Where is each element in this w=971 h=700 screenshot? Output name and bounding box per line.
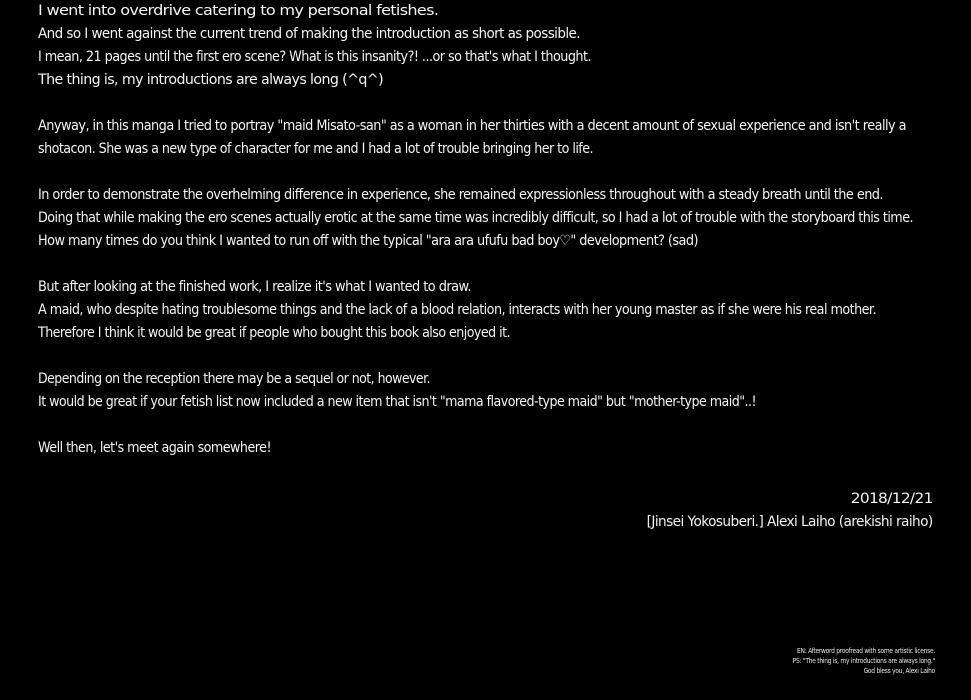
signature-date: 2018/12/21: [850, 491, 933, 507]
text-line: shotacon. She was a new type of character for me and I had a lot of trouble bringing her to life.: [38, 141, 594, 157]
text-line: The thing is, my introductions are always long (^q^): [38, 72, 384, 88]
signature-author: [Jinsei Yokosuberi.] Alexi Laiho (arekishi raiho): [646, 514, 933, 530]
text-line: Depending on the reception there may be a sequel or not, however.: [38, 371, 431, 387]
text-line: Anyway, in this manga I tried to portray "maid Misato-san" as a woman in her thirties with a decent amount of sexual experience and isn't really a: [38, 118, 907, 134]
text-line: Well then, let's meet again somewhere!: [38, 440, 272, 456]
text-line: It would be great if your fetish list now included a new item that isn't "mama flavored-type maid" but "mother-type maid"..!: [38, 394, 757, 410]
paragraph: [38, 184, 958, 253]
text-line: In order to demonstrate the overhelming difference in experience, she remained expressionless throughout with a steady breath until the end.: [38, 187, 883, 203]
paragraph: [38, 115, 958, 161]
paragraph: [38, 276, 958, 345]
text-line: And so I went against the current trend of making the introduction as short as possible.: [38, 26, 581, 42]
translator-note-line: PS: "The thing is, my introductions are always long.": [792, 657, 935, 665]
text-line: I mean, 21 pages until the first ero scene? What is this insanity?! ...or so that's what I thought.: [38, 49, 591, 65]
text-line: I went into overdrive catering to my personal fetishes.: [38, 3, 439, 19]
paragraph: [38, 437, 958, 460]
text-line: Doing that while making the ero scenes actually erotic at the same time was incredibly difficult, so I had a lot of trouble with the storyboard this time.: [38, 210, 914, 226]
afterword-text: [38, 0, 958, 460]
translator-note: [793, 646, 935, 676]
translator-note-line: God bless you, Alexi Laiho: [863, 667, 935, 675]
translator-note-line: EN: Afterword proofread with some artistic license.: [797, 647, 935, 655]
text-line: How many times do you think I wanted to run off with the typical "ara ara ufufu bad boy♡" development? (sad): [38, 233, 698, 249]
text-line: A maid, who despite hating troublesome things and the lack of a blood relation, interacts with her young master as if she were his real mother.: [38, 302, 876, 318]
paragraph: [38, 368, 958, 414]
signature-block: [640, 488, 933, 534]
text-line: Therefore I think it would be great if people who bought this book also enjoyed it.: [38, 325, 510, 341]
paragraph: [38, 0, 958, 92]
text-line: But after looking at the finished work, I realize it's what I wanted to draw.: [38, 279, 471, 295]
